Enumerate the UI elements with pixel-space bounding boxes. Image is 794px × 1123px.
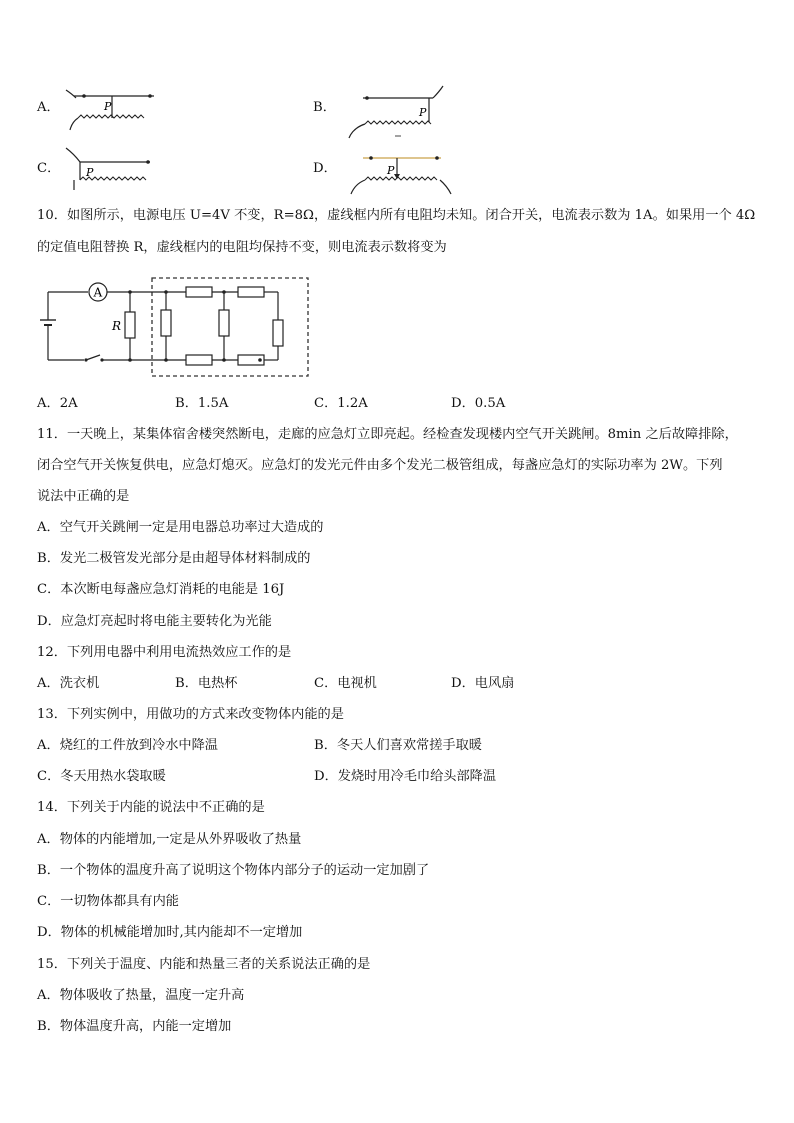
q11-stem-line3: 说法中正确的是 xyxy=(37,489,130,504)
q12-stem: 12．下列用电器中利用电流热效应工作的是 xyxy=(37,645,292,660)
q13-option-a: A．烧红的工件放到冷水中降温 xyxy=(37,738,218,753)
q11-option-c: C．本次断电每盏应急灯消耗的电能是 16J xyxy=(37,582,285,597)
q11-option-d: D．应急灯亮起时将电能主要转化为光能 xyxy=(37,614,272,629)
q11-option-a: A．空气开关跳闸一定是用电器总功率过大造成的 xyxy=(37,520,324,535)
q10-circuit-diagram xyxy=(38,272,313,380)
q14-option-d: D．物体的机械能增加时,其内能却不一定增加 xyxy=(37,925,303,940)
q9-a-p-label: P xyxy=(104,100,112,113)
q13-option-d: D．发烧时用冷毛巾给头部降温 xyxy=(314,769,497,784)
q10-r-label: R xyxy=(112,319,122,333)
q11-stem-line1: 11．一天晚上，某集体宿舍楼突然断电，走廊的应急灯立即亮起。经检查发现楼内空气开关跳闸。8min 之后故障排除， xyxy=(37,427,738,442)
q10-stem-line2: 的定值电阻替换 R，虚线框内的电阻均保持不变，则电流表示数将变为 xyxy=(37,240,447,255)
q12-option-d: D．电风扇 xyxy=(451,676,515,691)
q9-c-p-label: P xyxy=(86,166,94,179)
q10-option-d: D．0.5A xyxy=(451,396,506,411)
q11-option-b: B．发光二极管发光部分是由超导体材料制成的 xyxy=(37,551,311,566)
q9-option-c-label: C． xyxy=(37,161,61,176)
q9-option-c-diagram xyxy=(62,146,162,192)
q9-option-a-label: A． xyxy=(37,100,60,115)
q9-option-a-diagram xyxy=(62,86,162,132)
q14-stem: 14．下列关于内能的说法中不正确的是 xyxy=(37,800,265,815)
q14-option-b: B．一个物体的温度升高了说明这个物体内部分子的运动一定加剧了 xyxy=(37,863,430,878)
q13-stem: 13．下列实例中，用做功的方式来改变物体内能的是 xyxy=(37,707,344,722)
q9-b-p-label: P xyxy=(419,106,427,119)
q9-d-p-label: P xyxy=(387,164,395,177)
q13-option-c: C．冬天用热水袋取暖 xyxy=(37,769,166,784)
q9-option-d-diagram xyxy=(345,146,455,196)
q10-option-b: B．1.5A xyxy=(175,396,229,411)
q10-ammeter-label: A xyxy=(93,285,103,300)
q10-stem-line1: 10．如图所示，电源电压 U=4V 不变，R=8Ω，虚线框内所有电阻均未知。闭合开关，电流表示数为 1A。如果用一个 4Ω xyxy=(37,208,756,223)
q14-option-c: C．一切物体都具有内能 xyxy=(37,894,179,909)
q13-option-b: B．冬天人们喜欢常搓手取暖 xyxy=(314,738,482,753)
q15-option-b: B．物体温度升高，内能一定增加 xyxy=(37,1019,232,1034)
q15-option-a: A．物体吸收了热量，温度一定升高 xyxy=(37,988,245,1003)
q10-option-a: A．2A xyxy=(37,396,78,411)
q12-option-c: C．电视机 xyxy=(314,676,377,691)
q9-option-b-diagram xyxy=(345,84,445,140)
q11-stem-line2: 闭合空气开关恢复供电，应急灯熄灭。应急灯的发光元件由多个发光二极管组成，每盏应急灯的实际功率为 2W。下列 xyxy=(37,458,723,473)
q12-option-b: B．电热杯 xyxy=(175,676,238,691)
q10-option-c: C．1.2A xyxy=(314,396,368,411)
q14-option-a: A．物体的内能增加,一定是从外界吸收了热量 xyxy=(37,832,302,847)
q15-stem: 15．下列关于温度、内能和热量三者的关系说法正确的是 xyxy=(37,957,371,972)
q12-option-a: A．洗衣机 xyxy=(37,676,100,691)
q9-option-b-label: B． xyxy=(313,100,336,115)
q9-option-d-label: D． xyxy=(313,161,337,176)
